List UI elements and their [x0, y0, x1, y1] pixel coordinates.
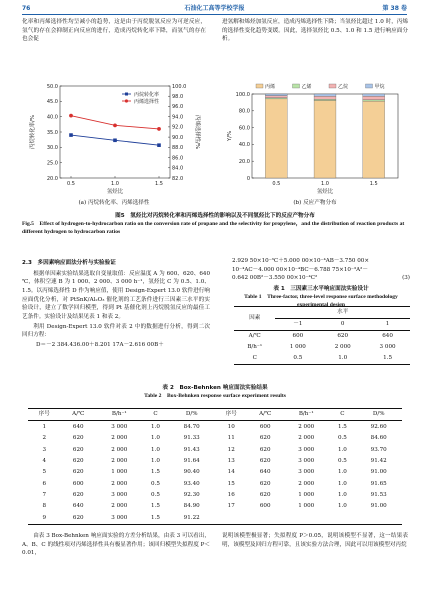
table-cell: 4: [42, 457, 47, 464]
data-point: [113, 138, 117, 142]
table-header-cell: B/h⁻¹: [283, 409, 330, 421]
equation-line: 10⁻⁴AC－4.000 00×10⁻⁴BC－6.788 75×10⁻³A²－: [232, 266, 369, 273]
left-tick-label: 35.0: [46, 129, 58, 136]
table-cell: 15: [227, 480, 235, 487]
x-tick-label: 0.5: [67, 181, 75, 187]
bottom-left-paragraph: [22, 532, 210, 559]
y-tick-label: 80.0: [238, 108, 250, 115]
level-value: 1: [365, 319, 410, 331]
table-cell: 620: [259, 457, 271, 464]
bar-segment: [314, 99, 336, 100]
table-cell: 600: [72, 480, 84, 487]
table-row: [28, 490, 402, 501]
table-row: [28, 501, 402, 512]
y-tick-label: 100.0: [235, 91, 250, 98]
table-cell: 14: [227, 469, 235, 476]
table-cell: 1.0: [151, 446, 160, 453]
table-cell: 0.5: [151, 480, 160, 487]
legend-marker: [125, 99, 128, 102]
legend-label: 丙烯选择性: [134, 98, 160, 105]
paragraph-text: 利用 Design-Expert 13.0 软件对表 2 中的数据进行分析，得到二次回归方程：: [22, 323, 210, 339]
right-tick-label: 92.0: [172, 124, 184, 131]
table-header-cell: C: [329, 409, 355, 421]
table-cell: 91.65: [370, 480, 387, 487]
table-cell: 10: [227, 423, 235, 430]
figure-caption: [22, 212, 408, 236]
x-axis-label: 氢烃比: [316, 189, 334, 195]
volume-label: 第 38 卷: [382, 5, 407, 12]
table-cell: 91.42: [370, 457, 387, 464]
factor-cell: A/℃: [248, 333, 261, 340]
y-tick-label: 20.0: [238, 159, 250, 165]
table-cell: 1.5: [365, 353, 410, 365]
right-tick-label: 86.0: [172, 155, 184, 162]
table-cell: 1.5: [143, 513, 169, 525]
left-tick-label: 45.0: [46, 99, 58, 106]
equation-line: 2.929 50×10⁻³C＋5.000 00×10⁻⁴AB－3.750 00×: [232, 258, 370, 264]
table-cell: 1 000: [289, 344, 306, 351]
paragraph-text: 进氢解和烯烃加氢反应，造成丙烯选择性下降；当氢烃比超过 1.0 时，丙烯的选择性变化趋势变缓。因此，选择氢烃比 0.5、1.0 和 1.5 进行响应面分析。: [222, 19, 408, 43]
table-cell: 2 000: [111, 457, 128, 464]
page-number: 76: [22, 5, 31, 12]
table-cell: 1.0: [151, 457, 160, 464]
paragraph-text: 根据单因素实验结果选取自变量取值：反应温度 A 为 600、620、640 ℃，体积空速 B 为 1 000、2 000、3 000 h⁻¹，氢烃比 C 为 0.5、1.0、1.5。以丙烯选择性 D 作为响应值，使用 Design-Expert 13.0 软件进行响应面优化分析，对 PtSnK/Al₂O₃ 催化剂的工艺条件进行三因素三水平的实验设计，建立了数学回归模型，得到 Pt 基催化剂上丙烷脱氢反应的最佳工艺条件。实验设计及结果见表 1 和表 2。: [22, 270, 210, 320]
bar-segment: [265, 96, 287, 98]
table-cell: 620: [72, 457, 84, 464]
table-row: [234, 331, 410, 343]
table-cell: 0.5: [337, 435, 347, 442]
right-axis-label: 丙烯选择性/%: [194, 115, 200, 149]
table-cell: 17: [227, 503, 235, 510]
table-cell: 1.0: [337, 503, 347, 510]
legend-label: 甲烷: [374, 83, 385, 90]
x-tick-label: 0.5: [272, 181, 281, 187]
table-cell: 1.5: [151, 469, 160, 476]
level-value: －1: [275, 319, 320, 331]
journal-name: 石油化工高等学校学报: [184, 5, 245, 12]
paragraph-text: 由表 3 Box-Behnken 响应面实验的方差分析结果，由表 3 可以看出，A、B、C 的线性项对丙烯选择性具有极显著作用；该回归模型失拟程度 P＜0.01，: [22, 533, 210, 557]
table-cell: 600: [259, 423, 271, 430]
table-cell: 3: [42, 446, 47, 453]
left-tick-label: 40.0: [46, 114, 58, 121]
legend-label: 乙烯: [301, 83, 312, 90]
table-cell: 2 000: [111, 446, 128, 453]
x-tick-label: 1.5: [155, 181, 163, 187]
left-tick-label: 30.0: [46, 145, 58, 152]
table-cell: 1.0: [337, 480, 347, 487]
table-cell: 0.5: [151, 492, 160, 499]
table-cell: 5: [42, 469, 47, 476]
table-cell: 640: [259, 469, 271, 476]
left-axis-label: 丙烷转化率/%: [30, 115, 36, 149]
x-tick-label: 1.5: [369, 181, 378, 187]
right-tick-label: 88.0: [172, 145, 184, 152]
table-cell: 1 000: [298, 503, 315, 510]
table-cell: 640: [382, 333, 393, 340]
running-header: [22, 4, 407, 15]
table-cell: 3 000: [298, 469, 315, 476]
table-cell: 84.90: [183, 503, 200, 510]
figure-caption-en: Fig.5 Effect of hydrogen-to-hydrocarbon ratio on the conversion rate of propane and the selectivity for propylene，and the distribution of reaction products at different hydrogen to hydrocarbon ratios: [22, 221, 405, 236]
table-cell: 84.70: [183, 423, 200, 430]
right-tick-label: 98.0: [172, 94, 184, 101]
table-cell: 2 000: [298, 435, 315, 442]
table-cell: 620: [259, 446, 271, 453]
table-row: [28, 444, 402, 455]
table-cell: 3 000: [111, 423, 128, 430]
bottom-right-paragraph: [222, 532, 408, 550]
figure-caption-cn: 图5 氢烃比对丙烷转化率和丙烯选择性的影响以及不同氢烃比下的反应产物分布: [115, 213, 315, 219]
table-cell: 9: [28, 513, 61, 525]
level-value: 0: [320, 319, 365, 331]
right-tick-label: 94.0: [172, 114, 184, 121]
table-cell: 91.22: [168, 513, 215, 525]
table-cell: 91.43: [183, 446, 200, 453]
equation-number: (3): [402, 275, 410, 282]
table-cell: 1.0: [337, 446, 347, 453]
table-cell: 91.53: [370, 492, 387, 499]
table1: [234, 306, 410, 365]
left-tick-label: 50.0: [46, 83, 58, 90]
table-cell: 1.0: [151, 435, 160, 442]
table-cell: 640: [72, 503, 84, 510]
data-point: [157, 127, 161, 131]
table-cell: 2 000: [298, 480, 315, 487]
table2-title: [22, 384, 408, 400]
table-cell: 1.0: [151, 423, 160, 430]
table-cell: 3 000: [298, 446, 315, 453]
table-cell: 12: [227, 446, 235, 453]
bar-segment: [314, 94, 336, 96]
table-cell: [355, 513, 402, 525]
table-cell: 3 000: [96, 513, 143, 525]
top-left-paragraph: [22, 18, 206, 45]
data-point: [69, 114, 73, 118]
table-cell: 6: [42, 480, 47, 487]
table-cell: 1 000: [298, 492, 315, 499]
paragraph-text: 化率和丙烯选择性均呈减小的趋势，这是由于丙烷脱氢反应为可逆反应，氢气的存在会抑制正向反应的进行，造成丙烷转化率下降，而氢气的存在也会促: [22, 19, 206, 43]
left-column: [22, 257, 210, 351]
table-cell: 620: [259, 480, 271, 487]
x-tick-label: 1.0: [321, 181, 329, 187]
paragraph-text: 说明该模型极显著；失拟程度 P＞0.05，说明该模型不显著，这一结果表明，该模型及回归方程可靠，且该实验方法合理，因此可以用该模型对丙烷: [222, 533, 408, 548]
right-tick-label: 100.0: [172, 83, 187, 90]
table-row: [28, 456, 402, 467]
table-row: [28, 478, 402, 489]
x-axis-label: 氢烃比: [106, 189, 124, 195]
table-cell: 7: [42, 492, 47, 499]
table-cell: 2 000: [111, 435, 128, 442]
right-tick-label: 82.0: [172, 175, 184, 182]
factor-header: 因素: [234, 307, 275, 331]
bar-segment: [314, 96, 336, 99]
equation-line: 0.642 00B²－3.550 00×10⁻⁴C²: [232, 275, 318, 282]
table-cell: 600: [292, 333, 304, 340]
table-header-cell: B/h⁻¹: [96, 409, 143, 421]
legend-label: 丙烯: [265, 83, 276, 90]
table-cell: [283, 513, 330, 525]
y-tick-label: 40.0: [238, 142, 250, 149]
conversion-selectivity-chart: [24, 78, 204, 198]
table-cell: 3 000: [298, 457, 315, 464]
bar-segment: [363, 96, 385, 100]
right-tick-label: 96.0: [172, 104, 184, 111]
table1-title-cn: 表 1 三因素三水平响应面法实验设计: [273, 285, 369, 292]
bar-segment: [363, 101, 385, 178]
legend-swatch: [366, 84, 373, 88]
legend-label: 乙烷: [338, 83, 349, 90]
table-cell: 3 000: [379, 344, 396, 351]
table-cell: [248, 513, 283, 525]
table-cell: 1.0: [320, 353, 365, 365]
table-cell: 92.60: [370, 423, 387, 430]
factor-cell: B/h⁻¹: [247, 344, 263, 351]
left-tick-label: 20.0: [46, 175, 58, 182]
legend-swatch: [256, 84, 263, 88]
table-cell: 1: [42, 423, 47, 430]
table-cell: 2 000: [298, 423, 315, 430]
chart-b-caption: (b) 反应产物分布: [293, 200, 337, 206]
table-cell: 620: [61, 513, 96, 525]
table-header-cell: C: [143, 409, 169, 421]
table-cell: 2 000: [111, 503, 128, 510]
table-cell: 8: [42, 503, 47, 510]
table-cell: 620: [259, 435, 271, 442]
bar-segment: [265, 99, 287, 178]
y-axis-label: Y/%: [227, 130, 233, 142]
table-cell: 91.00: [370, 503, 387, 510]
table-cell: 93.40: [183, 480, 200, 487]
table-cell: 1.0: [337, 492, 347, 499]
table-cell: 2: [42, 435, 47, 442]
table-cell: 0.5: [275, 353, 320, 365]
table-cell: 620: [72, 446, 84, 453]
data-point: [157, 143, 161, 147]
table-cell: 620: [259, 492, 271, 499]
top-right-paragraph: [222, 18, 408, 45]
table-cell: 2 000: [111, 480, 128, 487]
table-header-cell: A/℃: [248, 409, 283, 421]
table-cell: 2 000: [334, 344, 351, 351]
table-header-cell: A/℃: [61, 409, 96, 421]
table-cell: 92.30: [183, 492, 200, 499]
level-header: 水平: [275, 307, 410, 319]
table-cell: [215, 513, 248, 525]
table-cell: 600: [259, 503, 271, 510]
table-row: [28, 433, 402, 444]
section-heading: 2.3 多因素响应面法分析与实验验证: [22, 260, 116, 266]
table-cell: 0.5: [337, 457, 347, 464]
table-cell: 91.64: [183, 457, 200, 464]
legend-label: 丙烷转化率: [134, 91, 160, 98]
table2-title-en: Table 2 Box-Behnken response surface experiment results: [144, 393, 286, 400]
equation-last-line: [232, 274, 410, 283]
table-header-cell: 序号: [215, 409, 248, 421]
legend-marker: [125, 93, 128, 96]
table-cell: 93.70: [370, 446, 387, 453]
bar-segment: [314, 100, 336, 178]
table-header-cell: D/%: [355, 409, 402, 421]
data-point: [113, 123, 117, 127]
table-cell: 1.0: [337, 469, 347, 476]
x-tick-label: 1.0: [111, 181, 119, 187]
table-row: [28, 513, 402, 525]
table-row: [234, 353, 410, 365]
table-cell: 620: [337, 333, 349, 340]
table-cell: 640: [72, 423, 84, 430]
bar-segment: [265, 94, 287, 96]
table2: [28, 408, 402, 525]
table-header-cell: 序号: [28, 409, 61, 421]
table-row: [28, 421, 402, 433]
product-distribution-chart: [222, 78, 408, 198]
factor-cell: C: [234, 353, 275, 365]
table-cell: 3 000: [111, 492, 128, 499]
right-column: [232, 257, 410, 309]
table1-title-en: Table 1 Three-factor, three-level response surface methodology experimental design: [244, 294, 398, 309]
right-tick-label: 90.0: [172, 134, 184, 141]
table-cell: 16: [227, 492, 235, 499]
table-cell: 620: [72, 435, 84, 442]
bar-segment: [363, 94, 385, 96]
table-cell: 1.5: [337, 423, 347, 430]
table2-title-cn: 表 2 Box-Behnken 响应面法实验结果: [162, 385, 268, 391]
table-cell: 84.60: [370, 435, 387, 442]
table-row: [28, 467, 402, 478]
table-cell: 11: [227, 435, 235, 442]
bar-segment: [265, 98, 287, 99]
y-tick-label: 0: [246, 175, 250, 182]
table-cell: 91.33: [183, 435, 200, 442]
table-header-cell: D/%: [168, 409, 215, 421]
bar-segment: [363, 100, 385, 101]
y-tick-label: 60.0: [238, 125, 250, 132]
table-cell: 90.40: [183, 469, 200, 476]
table-cell: 620: [72, 469, 84, 476]
table-cell: 13: [227, 457, 235, 464]
table-cell: [329, 513, 355, 525]
legend-swatch: [293, 84, 300, 88]
table-cell: 1.5: [151, 503, 160, 510]
chart-a-caption: (a) 丙烷转化率、丙烯选择性: [78, 200, 150, 206]
left-tick-label: 25.0: [46, 160, 58, 167]
table-cell: 620: [72, 492, 84, 499]
table-row: [234, 342, 410, 353]
right-tick-label: 84.0: [172, 165, 184, 172]
legend-swatch: [329, 84, 336, 88]
table-cell: 1 000: [111, 469, 128, 476]
equation-line: D＝－2 384.436.00＋8.201 17A－2.616 00B＋: [36, 341, 164, 348]
data-point: [69, 133, 73, 137]
table-cell: 91.00: [370, 469, 387, 476]
